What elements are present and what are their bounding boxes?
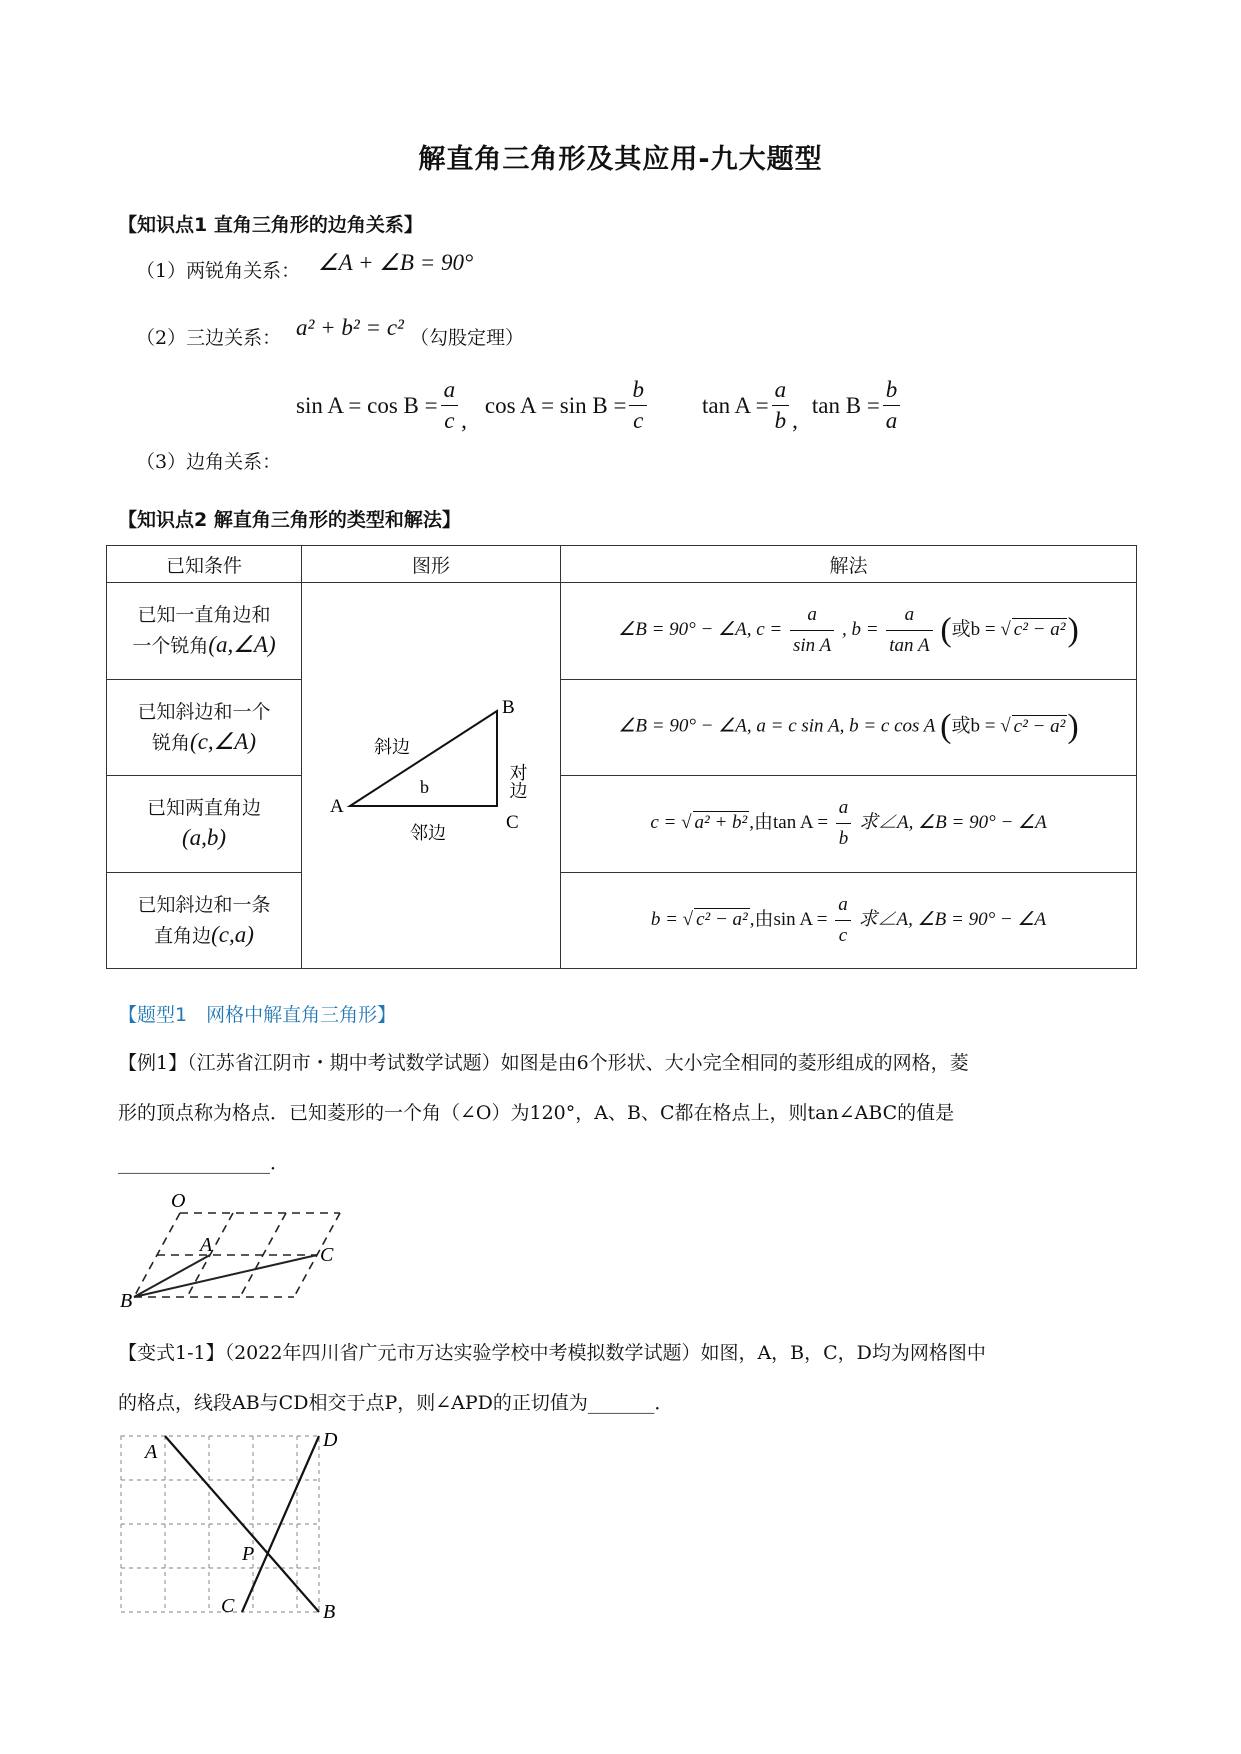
example1-line1: 【例1】（江苏省江阴市・期中考试数学试题）如图是由6个形状、大小完全相同的菱形组成的网格，菱 <box>118 1052 969 1074</box>
condition-cell: 已知斜边和一条 直角边(c,a) <box>107 872 302 969</box>
solution-table <box>106 545 1137 969</box>
header-figure: 图形 <box>302 546 561 583</box>
point-B: B <box>323 1601 336 1623</box>
condition-cell: 已知斜边和一个 锐角(c,∠A) <box>107 679 302 776</box>
table-row <box>107 776 1137 873</box>
example1-answer-blank: ________________． <box>118 1152 290 1174</box>
point-C: C <box>320 1244 334 1266</box>
point-P: P <box>242 1543 255 1565</box>
kp1-item2-label: （2）三边关系： <box>136 327 282 349</box>
formula-tanB: tan B = <box>811 392 880 418</box>
formula-sinA: sin A = cos B = <box>296 392 438 418</box>
kp1-heading: 【知识点1 直角三角形的边角关系】 <box>118 214 423 236</box>
fraction: $\frac{b}{c}$ <box>629 375 647 436</box>
vertex-A: A <box>330 796 344 817</box>
page-title: 解直角三角形及其应用-九大题型 <box>418 144 823 175</box>
solution-cell: c = √ a² + b² ,由tan A = $\frac{a}{b}$ 求∠A, ∠B = 90° − ∠A <box>561 776 1137 873</box>
kp2-heading: 【知识点2 解直角三角形的类型和解法】 <box>118 509 461 531</box>
kp1-item1-formula: ∠A + ∠B = 90° <box>318 250 474 275</box>
segment-BC <box>134 1255 317 1297</box>
header-known: 已知条件 <box>107 546 302 583</box>
kp1-item2-note: （勾股定理） <box>410 327 525 349</box>
point-B: B <box>120 1290 133 1310</box>
label-hypotenuse: 斜边 <box>374 737 410 758</box>
label-b: b <box>420 777 429 797</box>
grid-lines <box>134 1213 340 1297</box>
kp1-trig-formulas: sin A = cos B = $\frac{a}{c}$ , cos A = sin B = $\frac{b}{c}$ tan A = $\frac{a}{b}$ , tan B = $\frac{b}{a}$ <box>296 375 903 436</box>
fraction: $\frac{a}{b}$ <box>772 375 790 436</box>
variant1-line1: 【变式1-1】（2022年四川省广元市万达实验学校中考模拟数学试题）如图，A，B，C，D均为网格图中 <box>118 1342 986 1364</box>
rhombus-grid-figure <box>118 1185 358 1310</box>
figure-cell <box>302 583 561 969</box>
example1-line2: 形的顶点称为格点．已知菱形的一个角（∠O）为120°，A、B、C都在格点上，则tan∠ABC的值是 <box>118 1102 955 1124</box>
type1-heading: 【题型1 网格中解直角三角形】 <box>118 1004 397 1026</box>
table-row <box>107 872 1137 969</box>
table-row <box>107 679 1137 776</box>
solution-cell: ∠B = 90° − ∠A, c = $\frac{a}{\text{sin A}}$ , b = $\frac{a}{\text{tan A}}$ (或b = √ c² − a²) <box>561 583 1137 680</box>
variant1-line2: 的格点，线段AB与CD相交于点P，则∠APD的正切值为_______． <box>118 1392 674 1414</box>
solution-cell: ∠B = 90° − ∠A, a = c sin A, b = c cos A (或b = √ c² − a²) <box>561 679 1137 776</box>
point-A: A <box>200 1234 213 1256</box>
kp1-item3-label: （3）边角关系： <box>136 451 282 473</box>
fraction: $\frac{b}{a}$ <box>883 375 901 436</box>
table-header-row <box>107 546 1137 583</box>
label-opposite: 对边 <box>506 763 528 799</box>
kp1-item1-label: （1）两锐角关系： <box>136 260 301 282</box>
point-D: D <box>323 1429 338 1451</box>
point-O: O <box>171 1190 186 1212</box>
vertex-C: C <box>506 812 519 833</box>
label-adjacent: 邻边 <box>410 823 446 844</box>
table-row <box>107 583 1137 680</box>
point-A: A <box>145 1441 158 1463</box>
condition-cell: 已知两直角边 (a,b) <box>107 776 302 873</box>
vertex-B: B <box>502 697 515 718</box>
square-grid-figure <box>118 1428 358 1623</box>
right-triangle-figure <box>302 583 560 963</box>
fraction: $\frac{a}{c}$ <box>441 375 459 436</box>
condition-cell: 已知一直角边和 一个锐角(a,∠A) <box>107 583 302 680</box>
header-solution: 解法 <box>561 546 1137 583</box>
point-C: C <box>221 1595 235 1617</box>
kp1-item2-formula: a² + b² = c² <box>296 315 404 340</box>
solution-cell: b = √ c² − a² ,由sin A = $\frac{a}{c}$ 求∠A, ∠B = 90° − ∠A <box>561 872 1137 969</box>
formula-tanA: tan A = <box>701 392 769 418</box>
formula-cosA: cos A = sin B = <box>484 392 627 418</box>
